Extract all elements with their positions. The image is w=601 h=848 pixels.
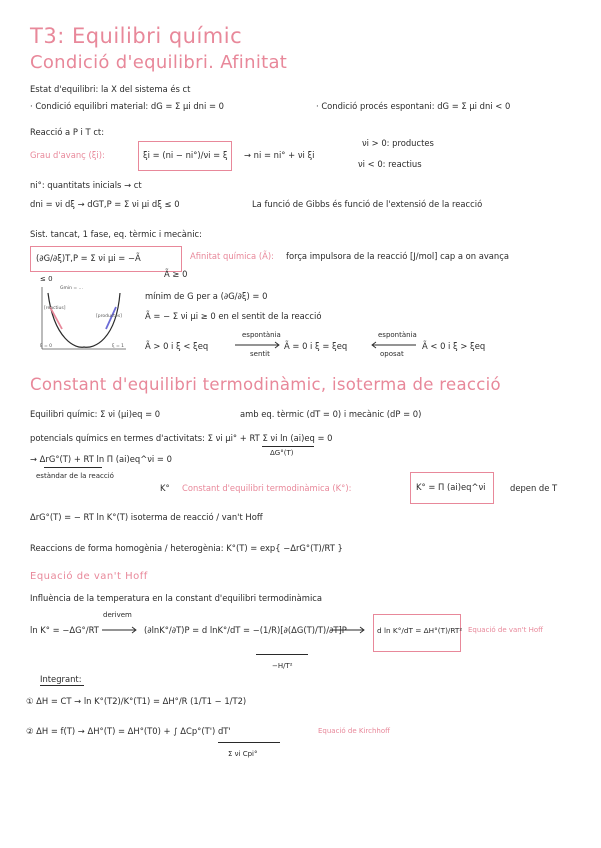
section-heading-condicio: Condició d'equilibri. Afinitat — [30, 52, 288, 73]
potencials-quimics: potencials químics en termes d'activitats: Σ νi μi° + RT Σ νi ln (ai)eq = 0 — [30, 433, 333, 443]
gibbs-note: La funció de Gibbs és funció de l'extensió de la reacció — [252, 199, 483, 209]
partial-derivative: (∂lnK°/∂T)P = d lnK°/dT = −(1/R)[∂(ΔG(T)/T)/∂T]P — [144, 625, 347, 635]
page-title: T3: Equilibri químic — [30, 24, 243, 48]
a-negative: Ã < 0 i ξ > ξeq — [422, 341, 486, 351]
a-definition: Ã = − Σ νi μi ≥ 0 en el sentit de la reacció — [145, 311, 322, 321]
a-positive: Ã > 0 i ξ < ξeq — [145, 341, 209, 351]
equilibri-quimic: Equilibri químic: Σ νi (μi)eq = 0 — [30, 409, 161, 419]
grau-avanc-formula: ξi = (ni − ni°)/νi = ξ — [143, 150, 228, 160]
vi-negative: νi < 0: reactius — [358, 159, 422, 169]
a-zero: Ã = 0 i ξ = ξeq — [284, 341, 348, 351]
integral-case-2: ② ΔH = f(T) → ΔH°(T) = ΔH°(T0) + ∫ ΔCp°(T') dT' — [26, 726, 231, 736]
dg0-label: ΔG°(T) — [270, 449, 294, 457]
constant-label: Constant d'equilibri termodinàmica (K°): — [182, 483, 352, 493]
under-h-t2: −H/T² — [272, 662, 293, 670]
sistema-tancat: Sist. tancat, 1 fase, eq. tèrmic i mecànic: — [30, 229, 202, 239]
ln-k-eq: ln K° = −ΔG°/RT — [30, 625, 99, 635]
integrant-label: Integrant: — [40, 674, 82, 684]
le-zero: ≤ 0 — [40, 275, 53, 283]
arrow-left-icon — [370, 341, 418, 349]
graph-right-label: [productes] — [96, 314, 122, 319]
arrow-oposat: oposat — [380, 350, 404, 358]
section-heading-constant: Constant d'equilibri termodinàmic, isoterma de reacció — [30, 375, 501, 394]
a-ge-zero: Ã ≥ 0 — [164, 269, 188, 279]
underline-drg — [44, 467, 102, 468]
graph-x-left: ξ = 0 — [40, 344, 53, 349]
ni-expression: → ni = ni° + νi ξi — [244, 150, 315, 160]
estat-equilibri: Estat d'equilibri: la X del sistema és ct — [30, 84, 191, 94]
vanthoff-label: Equació de van't Hoff — [468, 626, 544, 634]
arrow-sentit: sentit — [250, 350, 270, 358]
estandard-label: estàndar de la reacció — [36, 472, 114, 480]
underline-bracket — [256, 654, 308, 655]
k-formula: K° = Π (ai)eq^νi — [416, 482, 486, 492]
condicio-espontani: · Condició procés espontani: dG = Σ μi dni < 0 — [316, 101, 511, 111]
influencia: Influència de la temperatura en la constant d'equilibri termodinàmica — [30, 593, 323, 603]
afinitat-desc: força impulsora de la reacció [J/mol] cap a on avança — [286, 251, 509, 261]
integral-case-1: ① ΔH = CT → ln K°(T2)/K°(T1) = ΔH°/R (1/T1 − 1/T2) — [26, 696, 247, 706]
section-heading-vanthoff: Equació de van't Hoff — [30, 571, 148, 582]
arrow-espontania: espontània — [242, 331, 281, 339]
dg-dxi: (∂G/∂ξ)T,P = Σ νi μi = −Ã — [36, 253, 141, 263]
result-arrow-icon — [330, 626, 366, 634]
isoterma-eq: ΔrG°(T) = − RT ln K°(T) isoterma de reacció / van't Hoff — [30, 512, 263, 522]
ni-inicials: ni°: quantitats inicials → ct — [30, 180, 142, 190]
arrow-espontania-2: espontània — [378, 331, 417, 339]
condicio-equilibri: · Condició equilibri material: dG = Σ μi dni = 0 — [30, 101, 224, 111]
reaction-equation: → ΔrG°(T) + RT ln Π (ai)eq^νi = 0 — [30, 454, 172, 464]
graph-top-label: Gmin = ... — [60, 286, 83, 291]
grau-avanc-label: Grau d'avanç (ξi): — [30, 150, 105, 160]
underline-integrant — [40, 685, 84, 686]
derive-arrow-icon — [102, 626, 138, 634]
vanthoff-result: d ln K°/dT = ΔH°(T)/RT² — [377, 626, 463, 635]
depen-t: depen de T — [510, 483, 558, 493]
underline-cp — [218, 742, 280, 743]
derivem-label: derivem — [103, 611, 132, 619]
vi-positive: νi > 0: productes — [362, 138, 434, 148]
k0-label: K° — [160, 483, 170, 493]
dni-expression: dni = νi dξ → dGT,P = Σ νi μi dξ ≤ 0 — [30, 199, 180, 209]
equilibri-termic: amb eq. tèrmic (dT = 0) i mecànic (dP = 0) — [240, 409, 422, 419]
afinitat-label: Afinitat química (Ã): — [190, 251, 274, 261]
minim-g: mínim de G per a (∂G/∂ξ) = 0 — [145, 291, 268, 301]
graph-left-label: [reactius] — [44, 306, 66, 311]
kirchhoff-label: Equació de Kirchhoff — [318, 727, 390, 735]
sum-cp-label: Σ νi Cpi° — [228, 750, 258, 758]
graph-x-right: ξ = 1 — [112, 344, 125, 349]
reaccio-pt: Reacció a P i T ct: — [30, 127, 105, 137]
underline-dg0 — [262, 446, 314, 447]
arrow-right-icon — [235, 341, 281, 349]
reaccions-forma: Reaccions de forma homogènia / heterogènia: K°(T) = exp{ −ΔrG°(T)/RT } — [30, 543, 343, 553]
